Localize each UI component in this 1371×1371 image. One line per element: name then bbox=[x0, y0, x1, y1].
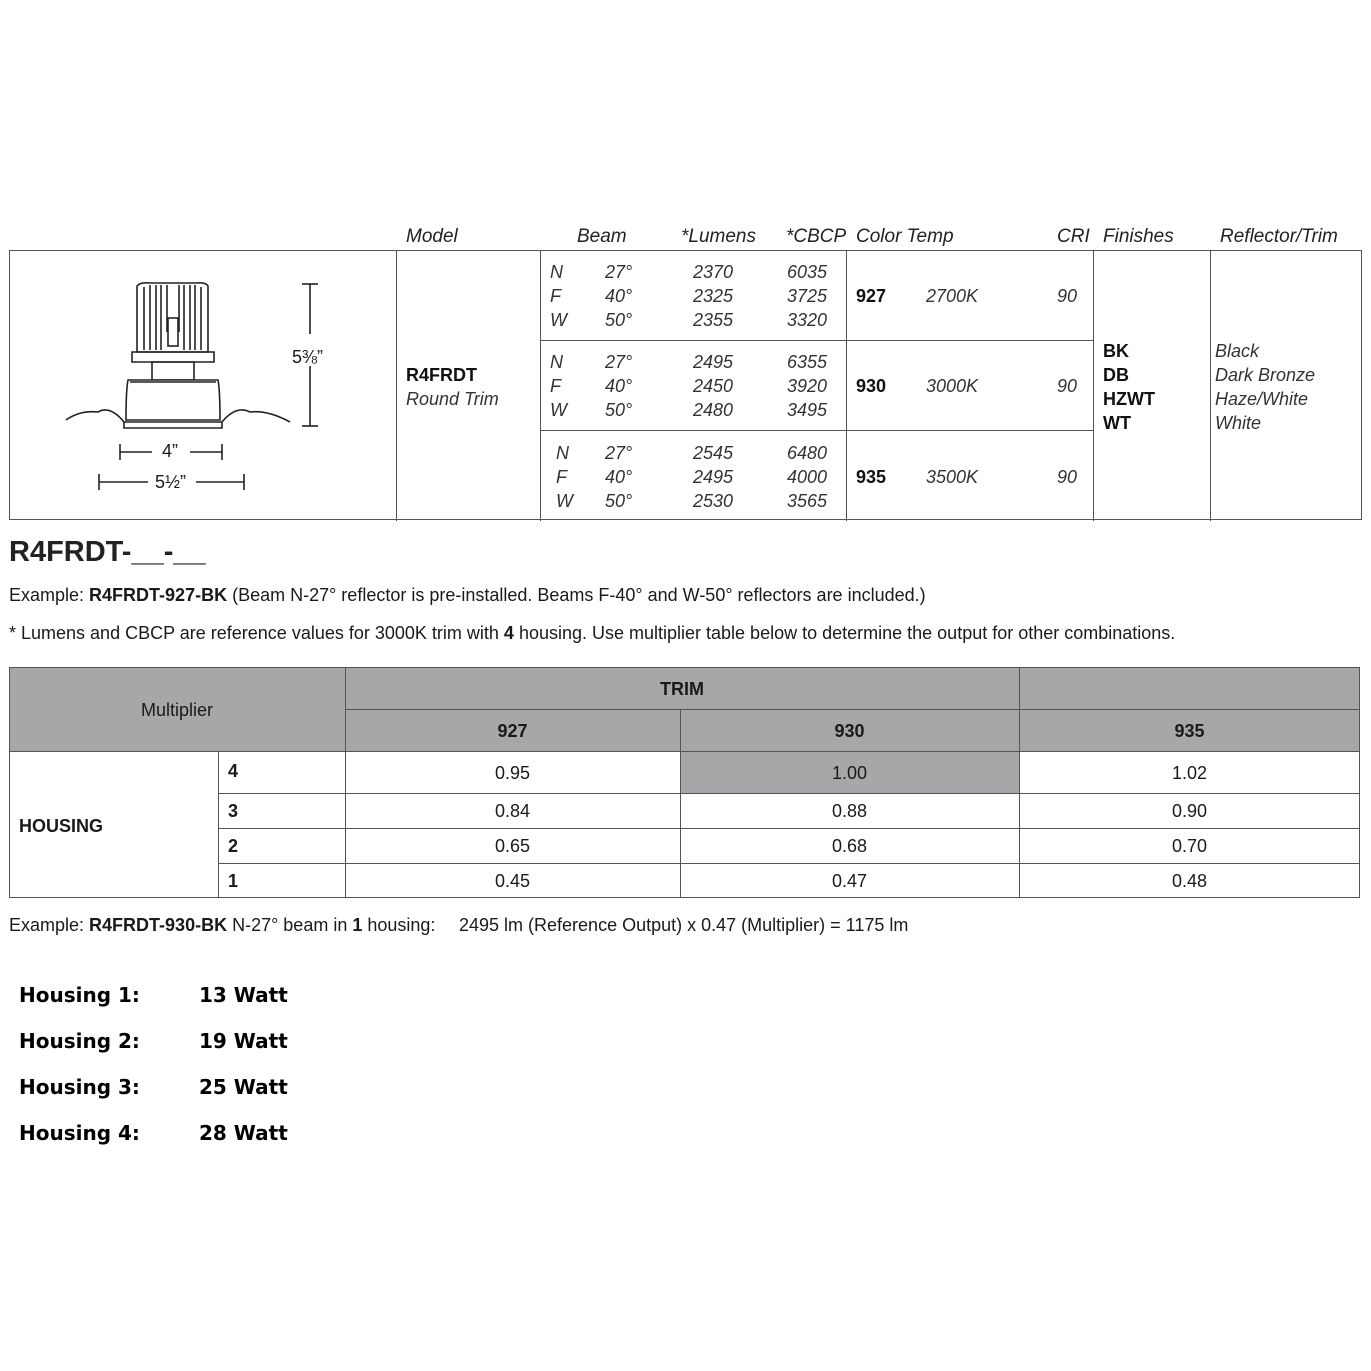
beam-letter: W bbox=[550, 400, 567, 420]
outer-width-dimension: 5½” bbox=[155, 472, 187, 492]
wattage-value: 28 Watt bbox=[199, 1121, 288, 1145]
lumens-value: 2480 bbox=[693, 400, 734, 420]
divider bbox=[846, 250, 847, 521]
divider bbox=[218, 751, 219, 898]
cri-value: 90 bbox=[1057, 467, 1078, 487]
divider bbox=[540, 340, 1093, 341]
cbcp-value: 3320 bbox=[787, 310, 828, 330]
cbcp-value: 6035 bbox=[787, 262, 828, 282]
example-text: N-27° beam in bbox=[227, 915, 353, 935]
footnote-bold: 4 bbox=[503, 623, 514, 643]
example-text: housing: bbox=[362, 915, 436, 935]
cbcp-value: 3565 bbox=[787, 491, 828, 511]
beam-letter: W bbox=[556, 491, 573, 511]
beam-angle: 27° bbox=[605, 262, 633, 282]
divider bbox=[9, 751, 1360, 752]
color-kelvin: 2700K bbox=[926, 286, 979, 306]
beam-angle: 50° bbox=[605, 400, 633, 420]
finish-code: DB bbox=[1103, 365, 1129, 385]
cbcp-value: 3920 bbox=[787, 376, 828, 396]
finish-code: WT bbox=[1103, 413, 1131, 433]
cbcp-value: 3725 bbox=[787, 286, 828, 306]
beam-angle: 50° bbox=[605, 491, 633, 511]
beam-letter: N bbox=[550, 352, 563, 372]
wattage-label: Housing 1: bbox=[19, 983, 140, 1007]
lumens-value: 2530 bbox=[693, 491, 734, 511]
lumens-value: 2495 bbox=[693, 352, 734, 372]
divider bbox=[396, 250, 397, 521]
divider bbox=[1210, 250, 1211, 521]
housing-number: 2 bbox=[228, 836, 239, 856]
divider bbox=[540, 250, 541, 521]
reflector-name: Black bbox=[1215, 341, 1260, 361]
multiplier-title: Multiplier bbox=[140, 700, 214, 720]
lumens-value: 2325 bbox=[693, 286, 734, 306]
lumens-value: 2370 bbox=[693, 262, 734, 282]
multiplier-value: 0.88 bbox=[831, 801, 868, 821]
wattage-label: Housing 4: bbox=[19, 1121, 140, 1145]
multiplier-value: 0.70 bbox=[1171, 836, 1208, 856]
model-code: R4FRDT bbox=[406, 365, 477, 385]
multiplier-value: 0.68 bbox=[831, 836, 868, 856]
header-color-temp: Color Temp bbox=[856, 226, 954, 247]
beam-angle: 50° bbox=[605, 310, 633, 330]
housing-number: 1 bbox=[228, 871, 239, 891]
cbcp-value: 6355 bbox=[787, 352, 828, 372]
trim-column-935: 935 bbox=[1174, 721, 1205, 741]
finish-code: BK bbox=[1103, 341, 1129, 361]
trim-label: TRIM bbox=[660, 679, 704, 699]
lumens-value: 2450 bbox=[693, 376, 734, 396]
footnote-text: housing. Use multiplier table below to determine the output for other combinations. bbox=[513, 623, 1176, 643]
beam-letter: F bbox=[550, 286, 561, 306]
order-code: R4FRDT-__-__ bbox=[9, 536, 206, 568]
wattage-label: Housing 2: bbox=[19, 1029, 140, 1053]
divider bbox=[345, 709, 1360, 710]
header-cri: CRI bbox=[1057, 226, 1090, 247]
color-code: 935 bbox=[856, 467, 887, 487]
cbcp-value: 4000 bbox=[787, 467, 828, 487]
multiplier-value: 0.95 bbox=[494, 763, 531, 783]
reflector-name: Haze/White bbox=[1215, 389, 1309, 409]
reflector-name: White bbox=[1215, 413, 1262, 433]
example-prefix: Example: bbox=[9, 915, 90, 935]
header-finishes: Finishes bbox=[1103, 226, 1174, 247]
beam-letter: F bbox=[550, 376, 561, 396]
color-kelvin: 3000K bbox=[926, 376, 979, 396]
finish-code: HZWT bbox=[1103, 389, 1155, 409]
beam-angle: 27° bbox=[605, 352, 633, 372]
trim-column-930: 930 bbox=[834, 721, 865, 741]
trim-column-927: 927 bbox=[497, 721, 528, 741]
wattage-value: 25 Watt bbox=[199, 1075, 288, 1099]
example-code: R4FRDT-927-BK bbox=[89, 585, 228, 605]
example-calculation: 2495 lm (Reference Output) x 0.47 (Multiplier) = 1175 lm bbox=[459, 915, 909, 935]
housing-label: HOUSING bbox=[19, 816, 104, 836]
example-line-1 bbox=[9, 585, 926, 606]
footnote bbox=[9, 623, 1175, 644]
housing-number: 3 bbox=[228, 801, 239, 821]
footnote-text: * Lumens and CBCP are reference values for 3000K trim with bbox=[9, 623, 504, 643]
beam-angle: 40° bbox=[605, 376, 633, 396]
beam-letter: N bbox=[550, 262, 563, 282]
cri-value: 90 bbox=[1057, 286, 1078, 306]
example-note: (Beam N-27° reflector is pre-installed. Beams F-40° and W-50° reflectors are included.) bbox=[227, 585, 926, 605]
header-cbcp: *CBCP bbox=[786, 226, 847, 247]
cbcp-value: 3495 bbox=[787, 400, 828, 420]
lumens-value: 2545 bbox=[693, 443, 734, 463]
example-code: R4FRDT-930-BK bbox=[89, 915, 228, 935]
multiplier-value: 0.47 bbox=[831, 871, 868, 891]
multiplier-value: 1.02 bbox=[1171, 763, 1208, 783]
divider bbox=[218, 863, 1360, 864]
example-bold: 1 bbox=[352, 915, 363, 935]
beam-angle: 40° bbox=[605, 286, 633, 306]
example-prefix: Example: bbox=[9, 585, 90, 605]
cri-value: 90 bbox=[1057, 376, 1078, 396]
multiplier-value: 0.84 bbox=[494, 801, 531, 821]
multiplier-value: 0.65 bbox=[494, 836, 531, 856]
reflector-name: Dark Bronze bbox=[1215, 365, 1316, 385]
multiplier-value: 1.00 bbox=[831, 763, 868, 783]
beam-letter: W bbox=[550, 310, 567, 330]
color-code: 927 bbox=[856, 286, 887, 306]
wattage-value: 19 Watt bbox=[199, 1029, 288, 1053]
divider bbox=[218, 793, 1360, 794]
example-line-2 bbox=[9, 915, 435, 936]
header-model: Model bbox=[406, 226, 458, 247]
model-name: Round Trim bbox=[406, 389, 499, 409]
housing-number: 4 bbox=[228, 761, 239, 781]
divider bbox=[218, 828, 1360, 829]
lumens-value: 2355 bbox=[693, 310, 734, 330]
fixture-drawing bbox=[40, 270, 360, 500]
wattage-label: Housing 3: bbox=[19, 1075, 140, 1099]
wattage-value: 13 Watt bbox=[199, 983, 288, 1007]
lumens-value: 2495 bbox=[693, 467, 734, 487]
multiplier-value: 0.90 bbox=[1171, 801, 1208, 821]
multiplier-value: 0.45 bbox=[494, 871, 531, 891]
divider bbox=[1093, 250, 1094, 521]
header-reflector-trim: Reflector/Trim bbox=[1220, 226, 1338, 247]
beam-angle: 27° bbox=[605, 443, 633, 463]
beam-angle: 40° bbox=[605, 467, 633, 487]
header-lumens: *Lumens bbox=[681, 226, 756, 247]
divider bbox=[540, 430, 1093, 431]
height-dimension: 5⅜” bbox=[292, 347, 324, 367]
multiplier-value: 0.48 bbox=[1171, 871, 1208, 891]
inner-width-dimension: 4” bbox=[162, 441, 179, 461]
color-code: 930 bbox=[856, 376, 887, 396]
cbcp-value: 6480 bbox=[787, 443, 828, 463]
color-kelvin: 3500K bbox=[926, 467, 979, 487]
beam-letter: F bbox=[556, 467, 567, 487]
header-beam: Beam bbox=[577, 226, 627, 247]
beam-letter: N bbox=[556, 443, 569, 463]
